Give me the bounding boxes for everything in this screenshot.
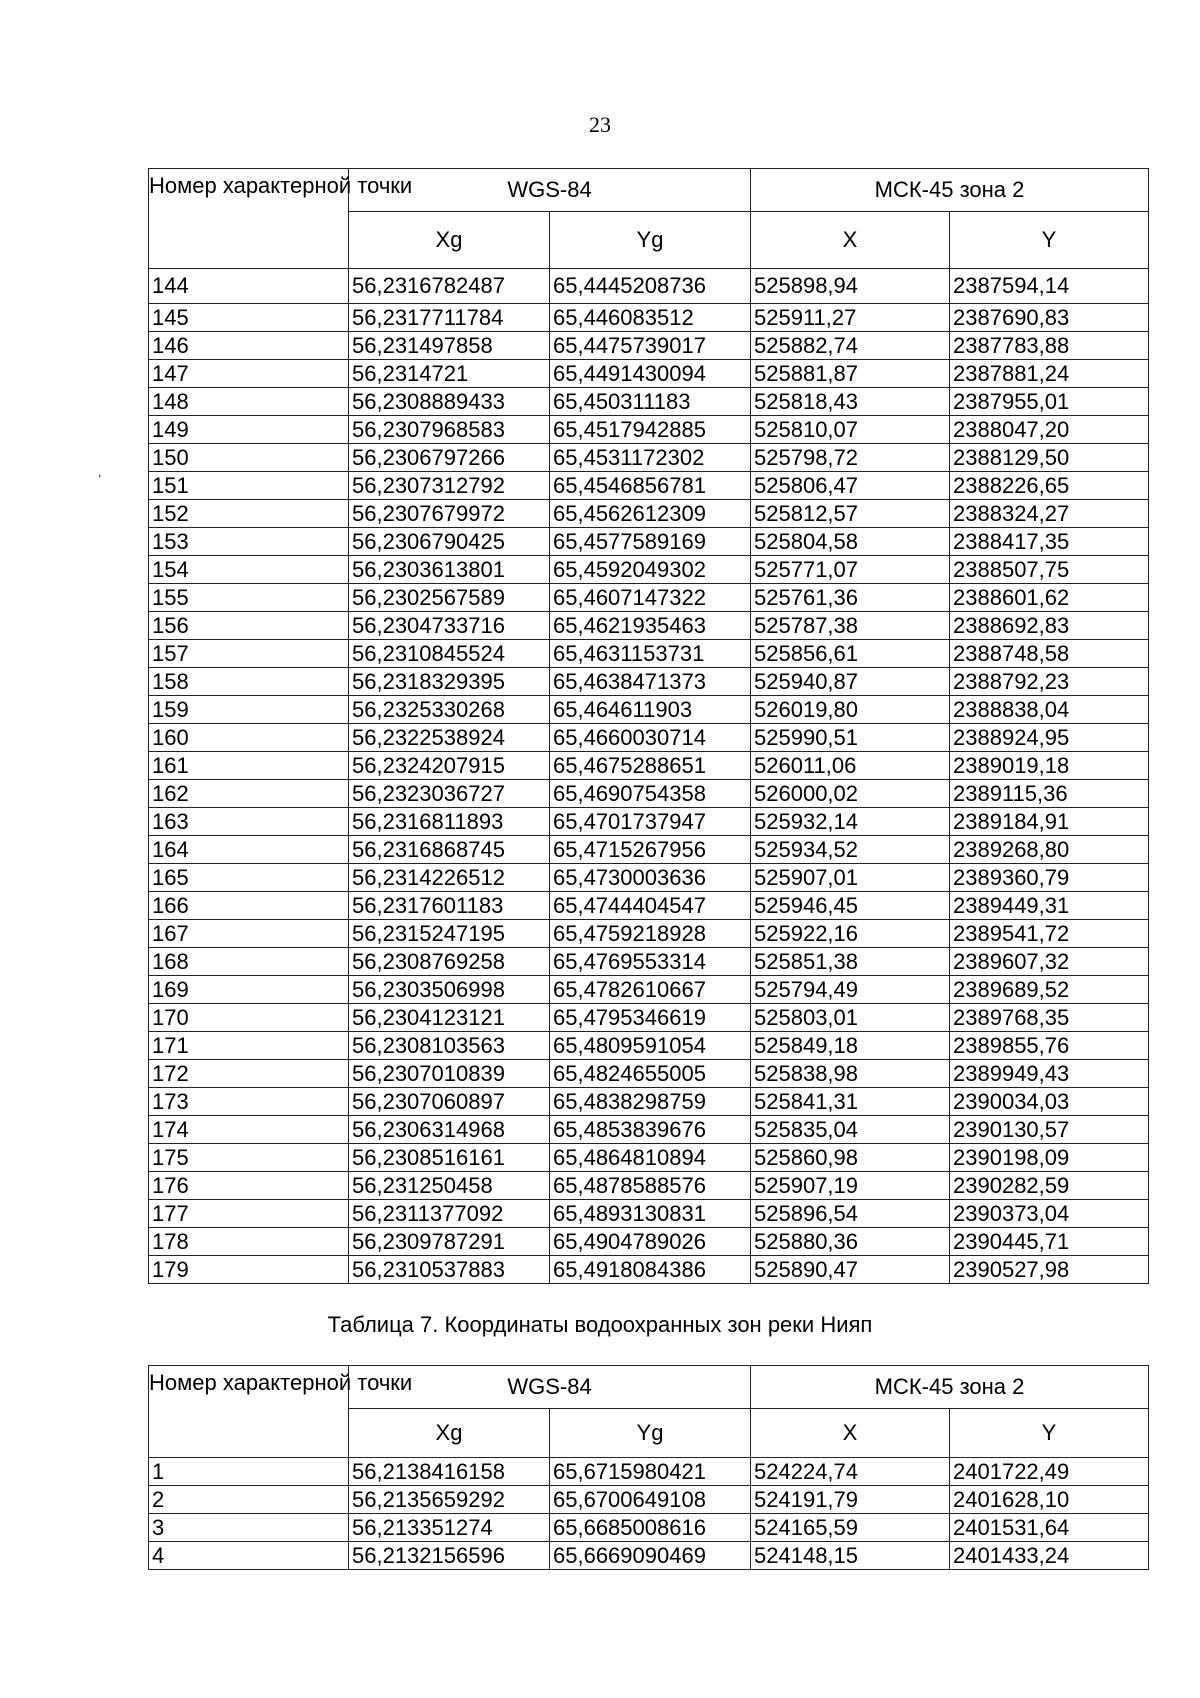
y-cell: 2388692,83: [950, 612, 1149, 640]
x-cell: 525907,19: [751, 1172, 950, 1200]
xg-cell: 56,2314721: [349, 360, 550, 388]
x-cell: 525794,49: [751, 976, 950, 1004]
x-cell: 525835,04: [751, 1116, 950, 1144]
yg-cell: 65,4893130831: [550, 1200, 751, 1228]
yg-cell: 65,4638471373: [550, 668, 751, 696]
xg-cell: 56,2307968583: [349, 416, 550, 444]
point-number-cell: 153: [149, 528, 349, 556]
table-row: [149, 1542, 1149, 1570]
x-cell: 525787,38: [751, 612, 950, 640]
msk45-header: МСК-45 зона 2: [751, 169, 1149, 212]
yg-cell: 65,4904789026: [550, 1228, 751, 1256]
point-number-cell: 164: [149, 836, 349, 864]
xg-cell: 56,2324207915: [349, 752, 550, 780]
table-row: [149, 1200, 1149, 1228]
y-cell: 2389855,76: [950, 1032, 1149, 1060]
xg-cell: 56,2310845524: [349, 640, 550, 668]
x-cell: 525860,98: [751, 1144, 950, 1172]
yg-cell: 65,4744404547: [550, 892, 751, 920]
x-header: X: [751, 212, 950, 269]
yg-cell: 65,4592049302: [550, 556, 751, 584]
point-number-cell: 169: [149, 976, 349, 1004]
y-cell: 2388838,04: [950, 696, 1149, 724]
y-cell: 2388601,62: [950, 584, 1149, 612]
table-row: [149, 1060, 1149, 1088]
yg-cell: 65,4853839676: [550, 1116, 751, 1144]
table-row: [149, 1116, 1149, 1144]
x-cell: 525806,47: [751, 472, 950, 500]
x-cell: 524165,59: [751, 1514, 950, 1542]
yg-cell: 65,4562612309: [550, 500, 751, 528]
point-number-cell: 145: [149, 304, 349, 332]
x-cell: 525907,01: [751, 864, 950, 892]
point-number-cell: 160: [149, 724, 349, 752]
y-cell: 2388047,20: [950, 416, 1149, 444]
xg-cell: 56,2317601183: [349, 892, 550, 920]
point-number-cell: 3: [149, 1514, 349, 1542]
table-row: [149, 388, 1149, 416]
point-number-cell: 174: [149, 1116, 349, 1144]
yg-cell: 65,4759218928: [550, 920, 751, 948]
y-cell: 2388226,65: [950, 472, 1149, 500]
table-row: [149, 416, 1149, 444]
table-row: [149, 780, 1149, 808]
table-row: [149, 696, 1149, 724]
point-number-header: Номер характерной точки: [149, 169, 349, 269]
table-row: [149, 1458, 1149, 1486]
point-number-cell: 161: [149, 752, 349, 780]
table-row: [149, 584, 1149, 612]
table-row: [149, 556, 1149, 584]
y-cell: 2390130,57: [950, 1116, 1149, 1144]
x-cell: 525838,98: [751, 1060, 950, 1088]
point-number-cell: 149: [149, 416, 349, 444]
yg-cell: 65,4730003636: [550, 864, 751, 892]
yg-cell: 65,6700649108: [550, 1486, 751, 1514]
x-cell: 524224,74: [751, 1458, 950, 1486]
y-cell: 2389607,32: [950, 948, 1149, 976]
y-cell: 2389949,43: [950, 1060, 1149, 1088]
yg-cell: 65,4715267956: [550, 836, 751, 864]
table-row: [149, 1486, 1149, 1514]
xg-cell: 56,231250458: [349, 1172, 550, 1200]
point-number-cell: 144: [149, 269, 349, 304]
xg-cell: 56,2304733716: [349, 612, 550, 640]
xg-cell: 56,2308889433: [349, 388, 550, 416]
xg-cell: 56,2135659292: [349, 1486, 550, 1514]
x-cell: 525896,54: [751, 1200, 950, 1228]
xg-cell: 56,2309787291: [349, 1228, 550, 1256]
point-number-cell: 177: [149, 1200, 349, 1228]
point-number-cell: 158: [149, 668, 349, 696]
xg-cell: 56,2306314968: [349, 1116, 550, 1144]
point-number-cell: 172: [149, 1060, 349, 1088]
xg-header: Xg: [349, 1409, 550, 1458]
y-cell: 2387690,83: [950, 304, 1149, 332]
point-number-cell: 179: [149, 1256, 349, 1284]
yg-cell: 65,4675288651: [550, 752, 751, 780]
yg-cell: 65,4690754358: [550, 780, 751, 808]
point-number-cell: 178: [149, 1228, 349, 1256]
y-cell: 2388417,35: [950, 528, 1149, 556]
x-cell: 525922,16: [751, 920, 950, 948]
x-cell: 525849,18: [751, 1032, 950, 1060]
table-row: [149, 864, 1149, 892]
y-cell: 2387955,01: [950, 388, 1149, 416]
yg-cell: 65,4531172302: [550, 444, 751, 472]
point-number-cell: 176: [149, 1172, 349, 1200]
y-cell: 2401722,49: [950, 1458, 1149, 1486]
x-cell: 525812,57: [751, 500, 950, 528]
x-cell: 525932,14: [751, 808, 950, 836]
x-cell: 525881,87: [751, 360, 950, 388]
yg-cell: 65,4445208736: [550, 269, 751, 304]
xg-cell: 56,2132156596: [349, 1542, 550, 1570]
point-number-cell: 163: [149, 808, 349, 836]
xg-cell: 56,2311377092: [349, 1200, 550, 1228]
point-number-cell: 166: [149, 892, 349, 920]
x-cell: 526000,02: [751, 780, 950, 808]
point-number-cell: 155: [149, 584, 349, 612]
table-row: [149, 724, 1149, 752]
point-number-cell: 146: [149, 332, 349, 360]
xg-cell: 56,2303613801: [349, 556, 550, 584]
yg-cell: 65,4577589169: [550, 528, 751, 556]
y-cell: 2387594,14: [950, 269, 1149, 304]
x-cell: 525911,27: [751, 304, 950, 332]
xg-cell: 56,2318329395: [349, 668, 550, 696]
xg-cell: 56,2316868745: [349, 836, 550, 864]
y-cell: 2389541,72: [950, 920, 1149, 948]
table-row: [149, 269, 1149, 304]
yg-cell: 65,6669090469: [550, 1542, 751, 1570]
yg-cell: 65,4631153731: [550, 640, 751, 668]
point-number-cell: 150: [149, 444, 349, 472]
table-row: [149, 360, 1149, 388]
point-number-cell: 167: [149, 920, 349, 948]
y-cell: 2389115,36: [950, 780, 1149, 808]
x-cell: 525798,72: [751, 444, 950, 472]
table-row: [149, 1256, 1149, 1284]
table-row: [149, 1144, 1149, 1172]
x-cell: 526019,80: [751, 696, 950, 724]
x-cell: 525990,51: [751, 724, 950, 752]
point-number-cell: 4: [149, 1542, 349, 1570]
xg-cell: 56,2322538924: [349, 724, 550, 752]
xg-cell: 56,2317711784: [349, 304, 550, 332]
coordinates-table-continued: [148, 168, 1149, 1284]
point-number-cell: 147: [149, 360, 349, 388]
point-number-cell: 175: [149, 1144, 349, 1172]
yg-cell: 65,4769553314: [550, 948, 751, 976]
x-cell: 525803,01: [751, 1004, 950, 1032]
table-row: [149, 808, 1149, 836]
point-number-cell: 156: [149, 612, 349, 640]
point-number-cell: 173: [149, 1088, 349, 1116]
x-cell: 525856,61: [751, 640, 950, 668]
xg-cell: 56,2302567589: [349, 584, 550, 612]
yg-cell: 65,4701737947: [550, 808, 751, 836]
yg-cell: 65,4491430094: [550, 360, 751, 388]
xg-cell: 56,2138416158: [349, 1458, 550, 1486]
yg-cell: 65,4795346619: [550, 1004, 751, 1032]
wgs84-header: WGS-84: [349, 169, 751, 212]
table-7-caption: Таблица 7. Координаты водоохранных зон реки Нияп: [327, 1312, 873, 1337]
yg-cell: 65,464611903: [550, 696, 751, 724]
x-cell: 525841,31: [751, 1088, 950, 1116]
yg-cell: 65,6685008616: [550, 1514, 751, 1542]
yg-cell: 65,4838298759: [550, 1088, 751, 1116]
x-cell: 525940,87: [751, 668, 950, 696]
xg-cell: 56,2303506998: [349, 976, 550, 1004]
x-cell: 525761,36: [751, 584, 950, 612]
table-row: [149, 1032, 1149, 1060]
y-cell: 2388507,75: [950, 556, 1149, 584]
xg-cell: 56,2315247195: [349, 920, 550, 948]
yg-cell: 65,4878588576: [550, 1172, 751, 1200]
point-number-cell: 159: [149, 696, 349, 724]
table-body: [149, 269, 1149, 1284]
xg-cell: 56,2307010839: [349, 1060, 550, 1088]
table-row: [149, 1172, 1149, 1200]
x-cell: 525882,74: [751, 332, 950, 360]
page-number: 23: [589, 112, 611, 137]
table-row: [149, 948, 1149, 976]
x-cell: 524148,15: [751, 1542, 950, 1570]
y-cell: 2390445,71: [950, 1228, 1149, 1256]
scan-speck: ,: [98, 465, 102, 479]
y-cell: 2389268,80: [950, 836, 1149, 864]
yg-cell: 65,446083512: [550, 304, 751, 332]
coordinates-table-7: [148, 1365, 1149, 1570]
point-number-cell: 170: [149, 1004, 349, 1032]
y-cell: 2390527,98: [950, 1256, 1149, 1284]
xg-cell: 56,231497858: [349, 332, 550, 360]
table-row: [149, 472, 1149, 500]
point-number-cell: 154: [149, 556, 349, 584]
x-cell: 525771,07: [751, 556, 950, 584]
xg-cell: 56,2314226512: [349, 864, 550, 892]
y-cell: 2389689,52: [950, 976, 1149, 1004]
table-body: [149, 1458, 1149, 1570]
x-cell: 525818,43: [751, 388, 950, 416]
x-cell: 525851,38: [751, 948, 950, 976]
point-number-cell: 168: [149, 948, 349, 976]
x-cell: 525934,52: [751, 836, 950, 864]
table-row: [149, 836, 1149, 864]
point-number-cell: 151: [149, 472, 349, 500]
y-cell: 2390373,04: [950, 1200, 1149, 1228]
x-header: X: [751, 1409, 950, 1458]
table-row: [149, 1514, 1149, 1542]
x-cell: 525804,58: [751, 528, 950, 556]
point-number-cell: 165: [149, 864, 349, 892]
x-cell: 524191,79: [751, 1486, 950, 1514]
table-row: [149, 444, 1149, 472]
point-number-cell: 2: [149, 1486, 349, 1514]
yg-cell: 65,4607147322: [550, 584, 751, 612]
yg-cell: 65,450311183: [550, 388, 751, 416]
xg-cell: 56,2306797266: [349, 444, 550, 472]
x-cell: 525880,36: [751, 1228, 950, 1256]
y-cell: 2388748,58: [950, 640, 1149, 668]
y-cell: 2389768,35: [950, 1004, 1149, 1032]
xg-cell: 56,2316782487: [349, 269, 550, 304]
table-row: [149, 976, 1149, 1004]
msk45-header: МСК-45 зона 2: [751, 1366, 1149, 1409]
xg-cell: 56,2307312792: [349, 472, 550, 500]
table-row: [149, 1004, 1149, 1032]
yg-header: Yg: [550, 1409, 751, 1458]
yg-cell: 65,6715980421: [550, 1458, 751, 1486]
y-cell: 2389449,31: [950, 892, 1149, 920]
wgs84-header: WGS-84: [349, 1366, 751, 1409]
y-cell: 2390198,09: [950, 1144, 1149, 1172]
y-cell: 2389184,91: [950, 808, 1149, 836]
table-row: [149, 304, 1149, 332]
table-row: [149, 1228, 1149, 1256]
yg-cell: 65,4918084386: [550, 1256, 751, 1284]
yg-cell: 65,4809591054: [550, 1032, 751, 1060]
point-number-cell: 152: [149, 500, 349, 528]
y-cell: 2389019,18: [950, 752, 1149, 780]
yg-cell: 65,4517942885: [550, 416, 751, 444]
xg-cell: 56,2308516161: [349, 1144, 550, 1172]
xg-cell: 56,2307679972: [349, 500, 550, 528]
point-number-cell: 162: [149, 780, 349, 808]
yg-cell: 65,4864810894: [550, 1144, 751, 1172]
x-cell: 525810,07: [751, 416, 950, 444]
y-cell: 2390034,03: [950, 1088, 1149, 1116]
y-cell: 2388792,23: [950, 668, 1149, 696]
y-cell: 2387783,88: [950, 332, 1149, 360]
y-cell: 2387881,24: [950, 360, 1149, 388]
xg-cell: 56,2306790425: [349, 528, 550, 556]
table-row: [149, 640, 1149, 668]
xg-cell: 56,2307060897: [349, 1088, 550, 1116]
xg-cell: 56,2325330268: [349, 696, 550, 724]
xg-cell: 56,2308103563: [349, 1032, 550, 1060]
xg-cell: 56,2323036727: [349, 780, 550, 808]
table-row: [149, 668, 1149, 696]
xg-cell: 56,213351274: [349, 1514, 550, 1542]
xg-cell: 56,2308769258: [349, 948, 550, 976]
x-cell: 525890,47: [751, 1256, 950, 1284]
y-cell: 2388324,27: [950, 500, 1149, 528]
y-header: Y: [950, 212, 1149, 269]
y-cell: 2388129,50: [950, 444, 1149, 472]
table-row: [149, 528, 1149, 556]
point-number-cell: 171: [149, 1032, 349, 1060]
table-row: [149, 752, 1149, 780]
y-cell: 2401628,10: [950, 1486, 1149, 1514]
point-number-header: Номер характерной точки: [149, 1366, 349, 1458]
xg-cell: 56,2304123121: [349, 1004, 550, 1032]
xg-cell: 56,2316811893: [349, 808, 550, 836]
point-number-cell: 148: [149, 388, 349, 416]
yg-cell: 65,4546856781: [550, 472, 751, 500]
table-row: [149, 892, 1149, 920]
yg-cell: 65,4782610667: [550, 976, 751, 1004]
xg-header: Xg: [349, 212, 550, 269]
point-number-cell: 157: [149, 640, 349, 668]
table-row: [149, 612, 1149, 640]
table-row: [149, 920, 1149, 948]
yg-cell: 65,4824655005: [550, 1060, 751, 1088]
yg-cell: 65,4475739017: [550, 332, 751, 360]
y-cell: 2388924,95: [950, 724, 1149, 752]
y-cell: 2390282,59: [950, 1172, 1149, 1200]
y-cell: 2389360,79: [950, 864, 1149, 892]
table-row: [149, 332, 1149, 360]
y-cell: 2401531,64: [950, 1514, 1149, 1542]
y-cell: 2401433,24: [950, 1542, 1149, 1570]
yg-cell: 65,4660030714: [550, 724, 751, 752]
yg-header: Yg: [550, 212, 751, 269]
x-cell: 525946,45: [751, 892, 950, 920]
y-header: Y: [950, 1409, 1149, 1458]
yg-cell: 65,4621935463: [550, 612, 751, 640]
x-cell: 526011,06: [751, 752, 950, 780]
x-cell: 525898,94: [751, 269, 950, 304]
table-row: [149, 500, 1149, 528]
table-row: [149, 1088, 1149, 1116]
xg-cell: 56,2310537883: [349, 1256, 550, 1284]
point-number-cell: 1: [149, 1458, 349, 1486]
